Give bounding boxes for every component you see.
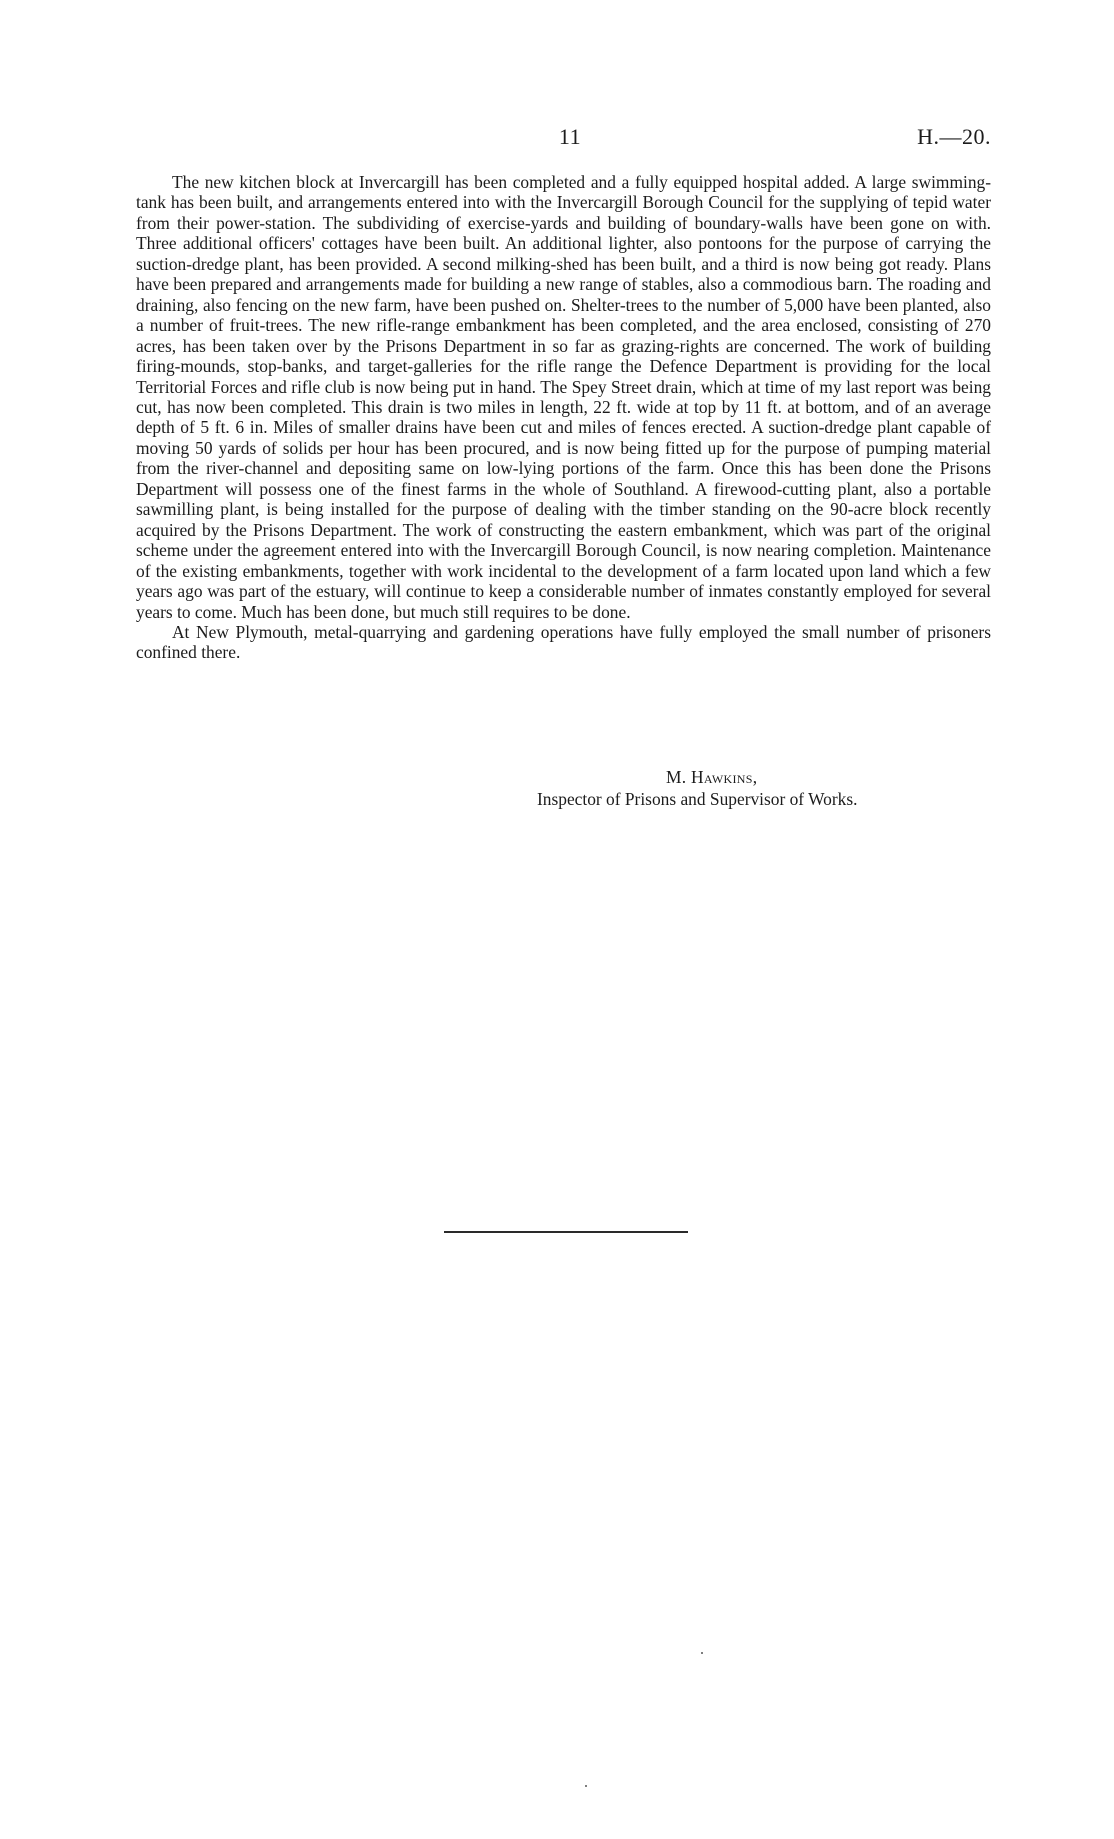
document-reference: H.—20.	[917, 124, 991, 149]
signatory-title: Inspector of Prisons and Supervisor of Works.	[537, 789, 858, 809]
page-number: 11	[558, 124, 582, 149]
report-body	[136, 172, 991, 663]
print-speck	[701, 1652, 703, 1654]
signature-block	[535, 766, 995, 810]
paragraph-invercargill: The new kitchen block at Invercargill has been completed and a fully equipped hospital added. A large swimming-tank has been built, and arrangements entered into with the Invercargill Borough Council for the supplying of tepid water from their power-station. The subdividing of exercise-yards and building of boundary-walls have been gone on with. Three additional officers' cottages have been built. An additional lighter, also pontoons for the purpose of carrying the suction-dredge plant, has been provided. A second milking-shed has been built, and a third is now being got ready. Plans have been prepared and arrangements made for building a new range of stables, also a commodious barn. The roading and draining, also fencing on the new farm, have been pushed on. Shelter-trees to the number of 5,000 have been planted, also a number of fruit-trees. The new rifle-range embankment has been completed, and the area enclosed, consisting of 270 acres, has been taken over by the Prisons Department in so far as grazing-rights are concerned. The work of building firing-mounds, stop-banks, and target-galleries for the rifle range the Defence Department is providing for the local Territorial Forces and rifle club is now being put in hand. The Spey Street drain, which at time of my last report was being cut, has now been completed. This drain is two miles in length, 22 ft. wide at top by 11 ft. at bottom, and of an average depth of 5 ft. 6 in. Miles of smaller drains have been cut and miles of fences erected. A suction-dredge plant capable of moving 50 yards of solids per hour has been procured, and is now being fitted up for the purpose of pumping material from the river-channel and depositing same on low-lying portions of the farm. Once this has been done the Prisons Department will possess one of the finest farms in the whole of Southland. A firewood-cutting plant, also a portable sawmilling plant, is being installed for the purpose of dealing with the timber standing on the 90-acre block recently acquired by the Prisons Department. The work of constructing the eastern embankment, which was part of the original scheme under the agreement entered into with the Invercargill Borough Council, is now nearing completion. Maintenance of the existing embankments, together with work incidental to the development of a farm located upon land which a few years ago was part of the estuary, will continue to keep a considerable number of inmates constantly employed for several years to come. Much has been done, but much still requires to be done.	[136, 172, 991, 622]
signatory-name: M. Hawkins,	[666, 767, 758, 787]
paragraph-new-plymouth: At New Plymouth, metal-quarrying and gardening operations have fully employed the small number of prisoners confined there.	[136, 621, 991, 663]
print-speck	[585, 1785, 587, 1787]
closing-rule	[444, 1231, 688, 1233]
